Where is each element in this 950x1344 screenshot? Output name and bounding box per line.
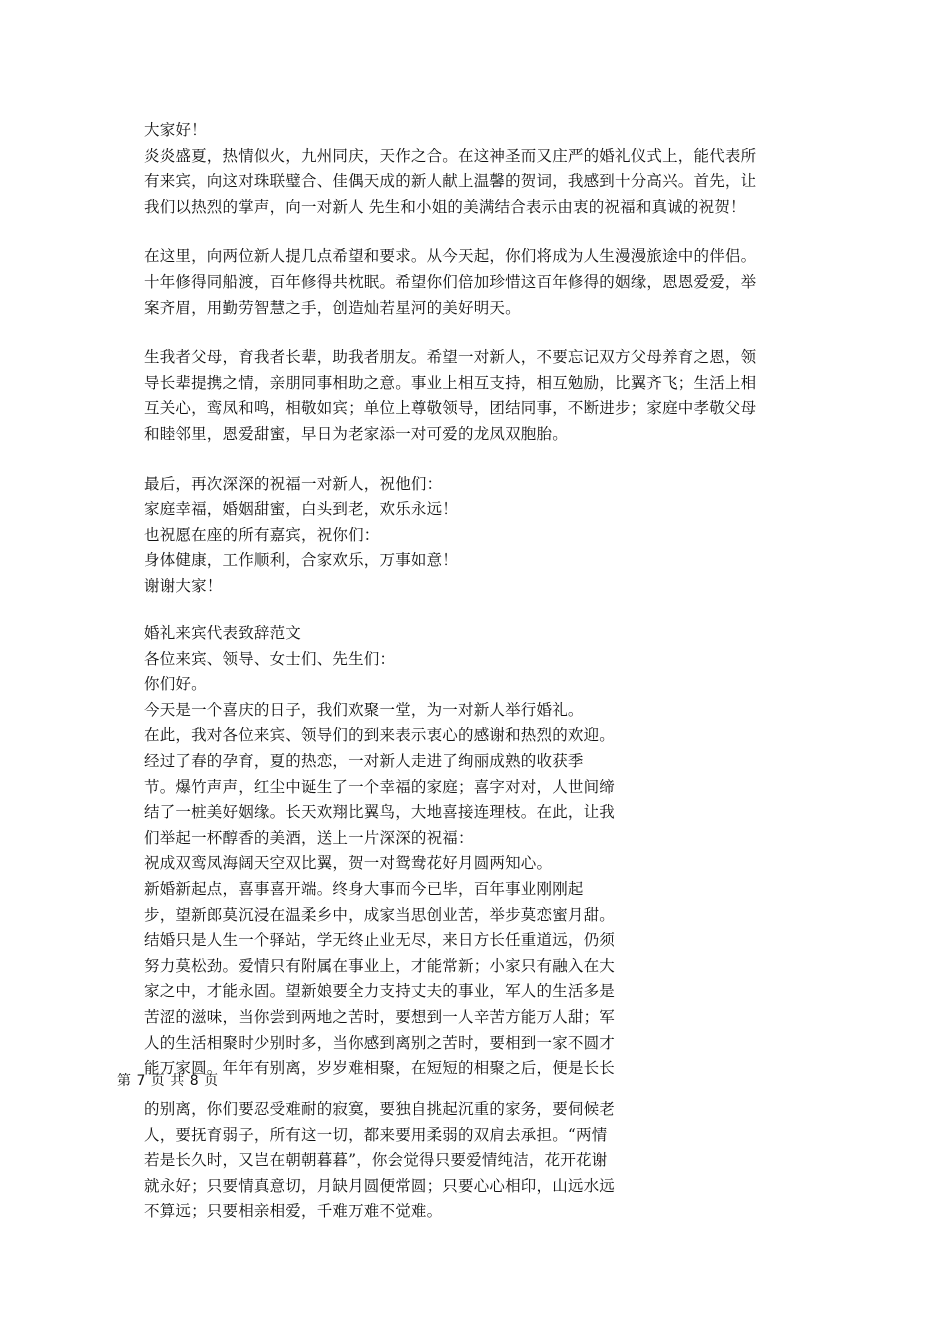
text-line: 身体健康，工作顺利，合家欢乐，万事如意！ — [144, 551, 459, 570]
paragraph-gap — [144, 448, 812, 472]
paragraph-hopes — [144, 244, 812, 321]
paragraph-greeting — [144, 118, 812, 220]
text-line: 生我者父母，育我者长辈，助我者朋友。希望一对新人，不要忘记双方父母养育之恩，领 — [144, 348, 757, 367]
text-line: 经过了春的孕育，夏的热恋，一对新人走进了绚丽成熟的收获季 — [144, 751, 584, 770]
text-line: 能万家圆。年年有别离，岁岁难相聚，在短短的相聚之后，便是长长 — [144, 1059, 616, 1078]
text-line: 和睦邻里，恩爱甜蜜，早日为老家添一对可爱的龙凤双胞胎。 — [144, 424, 568, 443]
text-line: 节。爆竹声声，红尘中诞生了一个幸福的家庭；喜字对对，人世间缔 — [144, 777, 616, 796]
text-line: 的别离，你们要忍受难耐的寂寞，要独自挑起沉重的家务，要伺候老 — [144, 1100, 616, 1118]
second-speech — [144, 621, 664, 1082]
text-line: 十年修得同船渡，百年修得共枕眠。希望你们倍加珍惜这百年修得的姻缘，恩恩爱爱，举 — [144, 272, 757, 291]
text-line: 结了一桩美好姻缘。长天欢翔比翼鸟，大地喜接连理枝。在此，让我 — [144, 803, 616, 822]
paragraph-parents — [144, 345, 812, 447]
text-line: 大家好！ — [144, 121, 207, 139]
text-line: 步，望新郎莫沉浸在温柔乡中，成家当思创业苦，举步莫恋蜜月甜。 — [144, 905, 616, 924]
text-line: 在这里，向两位新人提几点希望和要求。从今天起，你们将成为人生漫漫旅途中的伴侣。 — [144, 247, 757, 266]
text-line: 苦涩的滋味，当你尝到两地之苦时，要想到一人辛苦方能万人甜；军 — [144, 1007, 616, 1026]
text-line: 谢谢大家！ — [144, 576, 223, 595]
second-speech-continued — [144, 1097, 664, 1225]
text-line: 炎炎盛夏，热情似火，九州同庆，天作之合。在这神圣而又庄严的婚礼仪式上，能代表所 — [144, 146, 757, 165]
text-line: 结婚只是人生一个驿站，学无终止业无尽，来日方长任重道远，仍须 — [144, 931, 616, 950]
text-line: 们举起一杯醇香的美酒，送上一片深深的祝福： — [144, 828, 474, 847]
text-line: 案齐眉，用勤劳智慧之手，创造灿若星河的美好明天。 — [144, 298, 521, 317]
text-line: 今天是一个喜庆的日子，我们欢聚一堂，为一对新人举行婚礼。 — [144, 700, 584, 719]
text-line: 家庭幸福，婚姻甜蜜，白头到老，欢乐永远！ — [144, 500, 459, 519]
text-line: 努力莫松劲。爱情只有附属在事业上，才能常新；小家只有融入在大 — [144, 956, 616, 975]
section-title: 婚礼来宾代表致辞范文 — [144, 624, 302, 642]
text-line: 若是长久时，又岂在朝朝暮暮”，你会觉得只要爱情纯洁，花开花谢 — [144, 1151, 608, 1170]
text-line: 人的生活相聚时少别时多，当你感到离别之苦时，要相到一家不圆才 — [144, 1033, 616, 1052]
text-line: 家之中，才能永固。望新娘要全力支持丈夫的事业，军人的生活多是 — [144, 982, 616, 1001]
paragraph-gap — [144, 321, 812, 345]
text-line: 有来宾，向这对珠联璧合、佳偶天成的新人献上温馨的贺词，我感到十分高兴。首先，让 — [144, 172, 757, 191]
speech-body — [144, 118, 812, 600]
text-line: 各位来宾、领导、女士们、先生们： — [144, 649, 396, 668]
text-line: 你们好。 — [144, 675, 207, 694]
text-line: 就永好；只要情真意切，月缺月圆便常圆；只要心心相印，山远水远 — [144, 1176, 616, 1195]
text-line: 在此，我对各位来宾、领导们的到来表示衷心的感谢和热烈的欢迎。 — [144, 726, 616, 745]
text-line: 祝成双鸾凤海阔天空双比翼，贺一对鸳鸯花好月圆两知心。 — [144, 854, 553, 873]
text-line: 最后，再次深深的祝福一对新人，祝他们： — [144, 474, 443, 493]
text-line: 也祝愿在座的所有嘉宾，祝你们： — [144, 525, 380, 544]
text-line: 互关心，鸾凤和鸣，相敬如宾；单位上尊敬领导，团结同事，不断进步；家庭中孝敬父母 — [144, 399, 757, 418]
page-number: 第 7 页 共 8 页 — [117, 1073, 219, 1089]
paragraph-closing — [144, 472, 812, 600]
text-line: 不算远；只要相亲相爱，千难万难不觉难。 — [144, 1202, 443, 1221]
text-line: 人，要抚育弱子，所有这一切，都来要用柔弱的双肩去承担。“两情 — [144, 1125, 608, 1144]
text-line: 新婚新起点，喜事喜开端。终身大事而今已毕，百年事业刚刚起 — [144, 879, 584, 898]
paragraph-gap — [144, 220, 812, 244]
text-line: 我们以热烈的掌声，向一对新人 先生和小姐的美满结合表示由衷的祝福和真诚的祝贺！ — [144, 197, 746, 216]
text-line: 导长辈提携之情，亲朋同事相助之意。事业上相互支持，相互勉励，比翼齐飞；生活上相 — [144, 373, 757, 392]
